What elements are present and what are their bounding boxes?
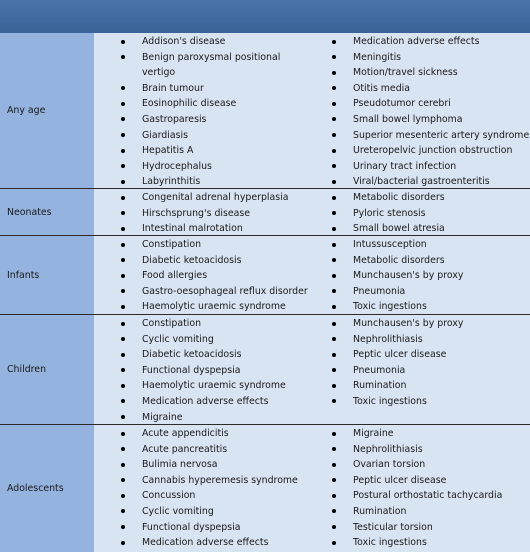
conditions-cell: [94, 315, 530, 424]
list-item: Constipation: [119, 237, 324, 253]
list-item: Bulimia nervosa: [119, 457, 324, 473]
list-item: Brain tumour: [119, 81, 324, 97]
list-item: Urinary tract infection: [330, 159, 530, 175]
list-item: Cyclic vomiting: [119, 332, 324, 348]
age-group-label: Any age: [0, 33, 94, 188]
list-item: Concussion: [119, 488, 324, 504]
list-item: Viral/bacterial gastroenteritis: [330, 174, 530, 190]
list-item: Small bowel lymphoma: [330, 112, 530, 128]
list-item: Medication adverse effects: [119, 535, 324, 551]
list-item: Pneumonia: [330, 284, 530, 300]
list-item: Munchausen's by proxy: [330, 316, 530, 332]
age-group-label: Adolescents: [0, 425, 94, 552]
list-item: Hepatitis A: [119, 143, 324, 159]
list-item: Migraine: [330, 426, 530, 442]
list-item: Ovarian torsion: [330, 457, 530, 473]
list-item: Motion/travel sickness: [330, 65, 530, 81]
list-item: Metabolic disorders: [330, 253, 530, 269]
list-item: Meningitis: [330, 50, 530, 66]
conditions-list-left: [119, 237, 324, 315]
list-item: Postural orthostatic tachycardia: [330, 488, 530, 504]
list-item: Acute appendicitis: [119, 426, 324, 442]
conditions-list-left: [119, 34, 324, 190]
list-item: Nephrolithiasis: [330, 332, 530, 348]
list-item: Food allergies: [119, 268, 324, 284]
table-row: [0, 315, 530, 425]
list-item: Pneumonia: [330, 363, 530, 379]
list-item: Benign paroxysmal positional vertigo: [119, 50, 292, 81]
list-item: Gastroparesis: [119, 112, 324, 128]
list-item: Munchausen's by proxy: [330, 268, 530, 284]
list-item: Superior mesenteric artery syndrome: [330, 128, 530, 144]
list-item: Haemolytic uraemic syndrome: [119, 378, 324, 394]
conditions-list-left: [119, 190, 324, 237]
conditions-list-right: [330, 190, 530, 237]
list-item: Acute pancreatitis: [119, 442, 324, 458]
list-item: Diabetic ketoacidosis: [119, 253, 324, 269]
conditions-list-left: [119, 316, 324, 425]
conditions-cell: [94, 236, 530, 314]
conditions-list-right: [330, 237, 530, 315]
list-item: Rumination: [330, 504, 530, 520]
table-row: [0, 189, 530, 236]
list-item: Gastro-oesophageal reflux disorder: [119, 284, 324, 300]
list-item: Eosinophilic disease: [119, 96, 324, 112]
table-row: [0, 236, 530, 315]
list-item: Haemolytic uraemic syndrome: [119, 299, 324, 315]
list-item: Constipation: [119, 316, 324, 332]
list-item: Hydrocephalus: [119, 159, 324, 175]
list-item: Functional dyspepsia: [119, 520, 324, 536]
list-item: Addison's disease: [119, 34, 324, 50]
list-item: Testicular torsion: [330, 520, 530, 536]
list-item: Cannabis hyperemesis syndrome: [119, 473, 324, 489]
list-item: Pseudotumor cerebri: [330, 96, 530, 112]
list-item: Congenital adrenal hyperplasia: [119, 190, 324, 206]
list-item: Migraine: [119, 410, 324, 426]
list-item: Diabetic ketoacidosis: [119, 347, 324, 363]
list-item: Peptic ulcer disease: [330, 347, 530, 363]
list-item: Rumination: [330, 378, 530, 394]
list-item: Intussusception: [330, 237, 530, 253]
list-item: Cyclic vomiting: [119, 504, 324, 520]
conditions-list-left: [119, 426, 324, 551]
conditions-cell: [94, 33, 530, 188]
age-group-label: Children: [0, 315, 94, 424]
list-item: Giardiasis: [119, 128, 324, 144]
conditions-list-right: [330, 316, 530, 410]
list-item: Toxic ingestions: [330, 299, 530, 315]
list-item: Medication adverse effects: [119, 394, 324, 410]
list-item: Nephrolithiasis: [330, 442, 530, 458]
list-item: Intestinal malrotation: [119, 221, 324, 237]
conditions-cell: [94, 189, 530, 235]
list-item: Hirschsprung's disease: [119, 206, 324, 222]
conditions-cell: [94, 425, 530, 552]
conditions-list-right: [330, 426, 530, 551]
list-item: Metabolic disorders: [330, 190, 530, 206]
conditions-list-right: [330, 34, 530, 190]
table-row: [0, 425, 530, 552]
list-item: Peptic ulcer disease: [330, 473, 530, 489]
age-group-label: Neonates: [0, 189, 94, 235]
list-item: Labyrinthitis: [119, 174, 324, 190]
table-row: [0, 33, 530, 189]
list-item: Toxic ingestions: [330, 535, 530, 551]
list-item: Small bowel atresia: [330, 221, 530, 237]
list-item: Medication adverse effects: [330, 34, 530, 50]
age-group-label: Infants: [0, 236, 94, 314]
list-item: Ureteropelvic junction obstruction: [330, 143, 530, 159]
list-item: Pyloric stenosis: [330, 206, 530, 222]
list-item: Toxic ingestions: [330, 394, 530, 410]
list-item: Otitis media: [330, 81, 530, 97]
list-item: Functional dyspepsia: [119, 363, 324, 379]
table-header: [0, 0, 530, 33]
